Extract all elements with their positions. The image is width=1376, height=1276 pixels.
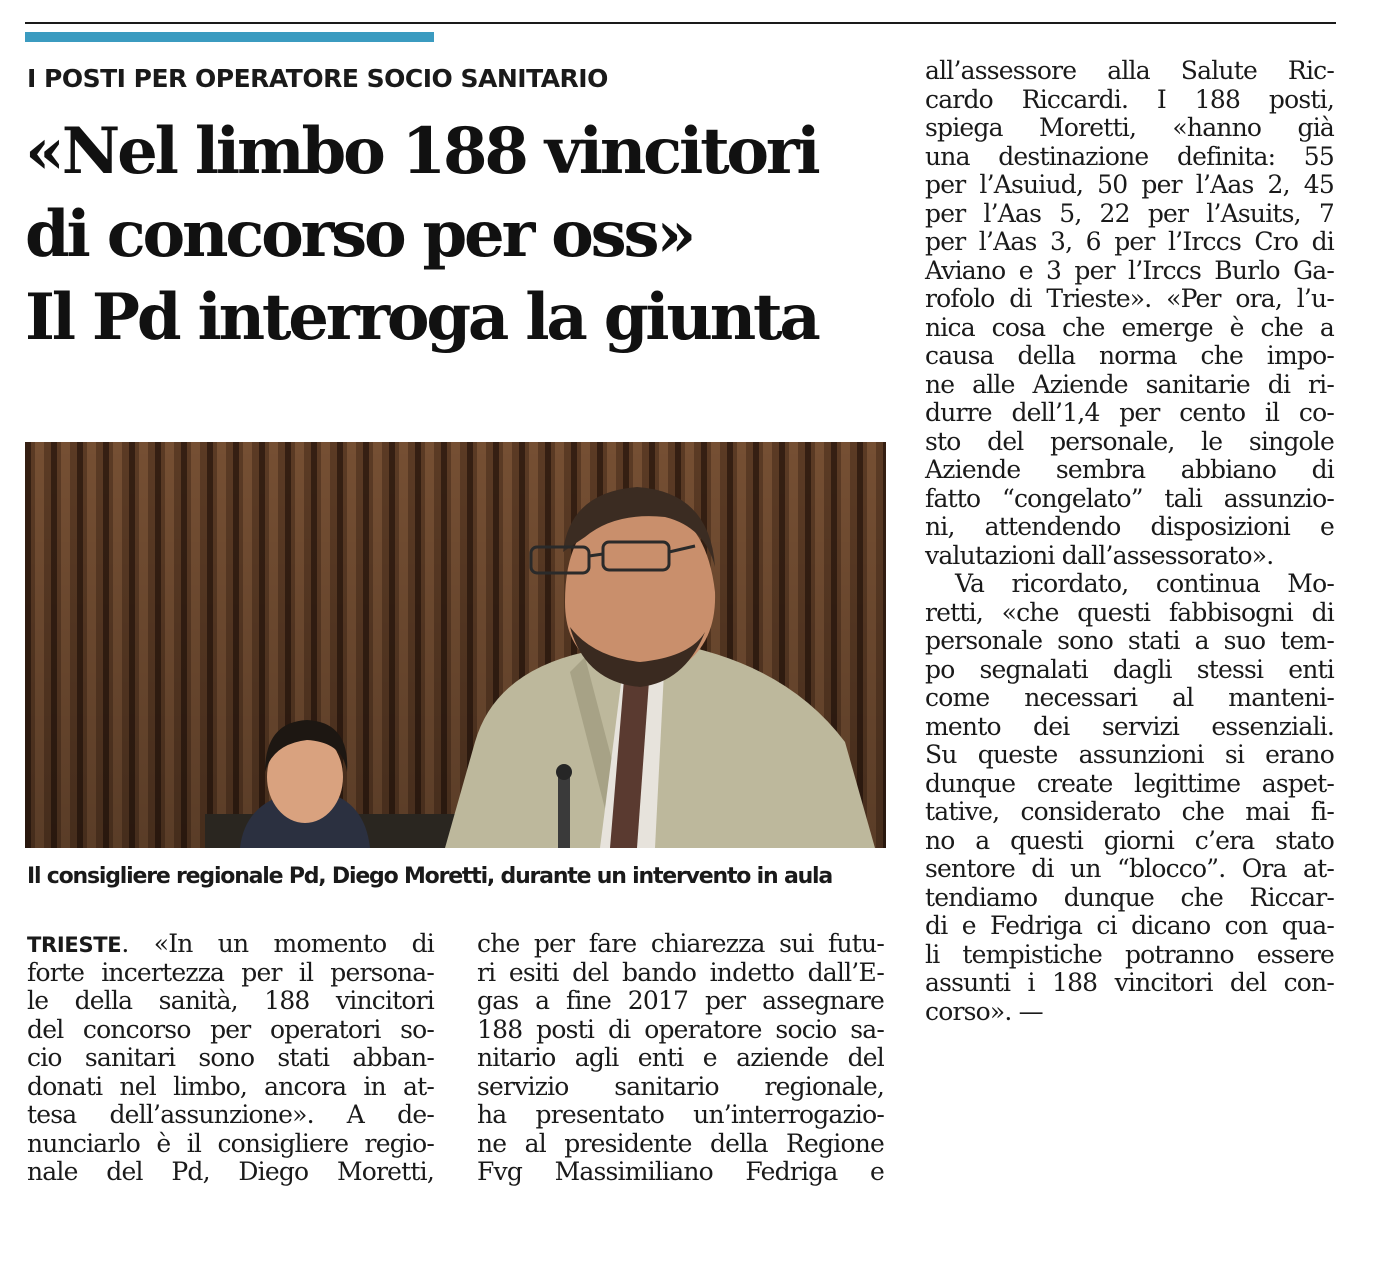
text-line: come necessari al manteni- xyxy=(925,683,1334,712)
text-line: di e Fedriga ci dicano con qua- xyxy=(925,911,1334,940)
text-line: una destinazione definita: 55 xyxy=(925,141,1334,171)
text-line: retti, «che questi fabbisogni di xyxy=(925,597,1334,627)
headline xyxy=(25,110,905,359)
text-line: tesa dell’assunzione». A de- xyxy=(27,1100,434,1129)
text-line: durre dell’1,4 per cento il co- xyxy=(925,398,1334,427)
text-line: valutazioni dall’assessorato». xyxy=(925,540,1274,570)
text-line: fatto “congelato” tali assunzio- xyxy=(925,483,1334,513)
body-column-1 xyxy=(27,930,434,1187)
text-line: sto del personale, le singole xyxy=(925,426,1334,456)
text-line: per l’Aas 3, 6 per l’Irccs Cro di xyxy=(925,227,1334,256)
text-line: donati nel limbo, ancora in at- xyxy=(27,1071,434,1101)
headline-line-3: Il Pd interroga la giunta xyxy=(25,280,818,355)
text-line: personale sono stati a suo tem- xyxy=(925,626,1334,655)
text-line: Fvg Massimiliano Fedriga e xyxy=(477,1157,884,1186)
text-line: nunciarlo è il consigliere regio- xyxy=(27,1128,434,1158)
text-line: mento dei servizi essenziali. xyxy=(925,711,1334,741)
photo-caption: Il consigliere regionale Pd, Diego Moretti, durante un intervento in aula xyxy=(27,864,833,889)
text-line: tative, considerato che mai fi- xyxy=(925,797,1334,826)
text-line: Aviano e 3 per l’Irccs Burlo Ga- xyxy=(925,255,1334,285)
text-line: Va ricordato, continua Mo- xyxy=(955,569,1334,598)
text-line: 188 posti di operatore socio sa- xyxy=(477,1014,884,1044)
body-column-2 xyxy=(477,930,884,1187)
text-line: ri esiti del bando indetto dall’E- xyxy=(477,957,884,987)
text-line: li tempistiche potranno essere xyxy=(925,939,1334,969)
kicker: I POSTI PER OPERATORE SOCIO SANITARIO xyxy=(27,64,608,93)
dateline: TRIESTE xyxy=(27,933,122,957)
text-line: ne alle Aziende sanitarie di ri- xyxy=(925,369,1334,399)
text-line: causa della norma che impo- xyxy=(925,341,1334,370)
text-line: TRIESTE. «In un momento di xyxy=(27,929,434,958)
headline-line-1: «Nel limbo 188 vincitori xyxy=(25,114,818,189)
top-rule xyxy=(25,22,1336,24)
text-line: corso». — xyxy=(925,996,1043,1026)
article-photo xyxy=(25,442,886,848)
text-line: all’assessore alla Salute Ric- xyxy=(925,56,1334,85)
text-line: nica cosa che emerge è che a xyxy=(925,312,1334,342)
text-line: rofolo di Trieste». «Per ora, l’u- xyxy=(925,284,1334,313)
body-column-3 xyxy=(925,57,1334,1026)
text-line: tendiamo dunque che Riccar- xyxy=(925,882,1334,912)
text-line: forte incertezza per il persona- xyxy=(27,957,434,987)
text-line: Aziende sembra abbiano di xyxy=(925,455,1334,484)
text-line: cardo Riccardi. I 188 posti, xyxy=(925,84,1334,114)
text-line: gas a fine 2017 per assegnare xyxy=(477,986,884,1015)
text-line: assunti i 188 vincitori del con- xyxy=(925,968,1334,997)
text-line: servizio sanitario regionale, xyxy=(477,1071,884,1101)
text-line: che per fare chiarezza sui futu- xyxy=(477,929,884,958)
text-line: sentore di un “blocco”. Ora at- xyxy=(925,854,1334,883)
accent-bar xyxy=(25,32,434,42)
text-line: spiega Moretti, «hanno già xyxy=(925,113,1334,142)
text-line: no a questi giorni c’era stato xyxy=(925,825,1334,855)
text-line: del concorso per operatori so- xyxy=(27,1014,434,1044)
headline-line-2: di concorso per oss» xyxy=(25,197,694,272)
photo-illustration xyxy=(25,442,886,848)
text-line: cio sanitari sono stati abban- xyxy=(27,1043,434,1072)
text-line: dunque create legittime aspet- xyxy=(925,768,1334,798)
text-line: nale del Pd, Diego Moretti, xyxy=(27,1157,434,1186)
text-line: po segnalati dagli stessi enti xyxy=(925,654,1334,684)
text-line: ha presentato un’interrogazio- xyxy=(477,1100,884,1129)
text-line: Su queste assunzioni si erano xyxy=(925,740,1334,769)
text-line: le della sanità, 188 vincitori xyxy=(27,986,434,1015)
text-line: nitario agli enti e aziende del xyxy=(477,1043,884,1072)
text-line: per l’Asuiud, 50 per l’Aas 2, 45 xyxy=(925,170,1334,199)
text-line: per l’Aas 5, 22 per l’Asuits, 7 xyxy=(925,198,1334,228)
text-line: ni, attendendo disposizioni e xyxy=(925,512,1334,541)
text-line: ne al presidente della Regione xyxy=(477,1128,884,1158)
